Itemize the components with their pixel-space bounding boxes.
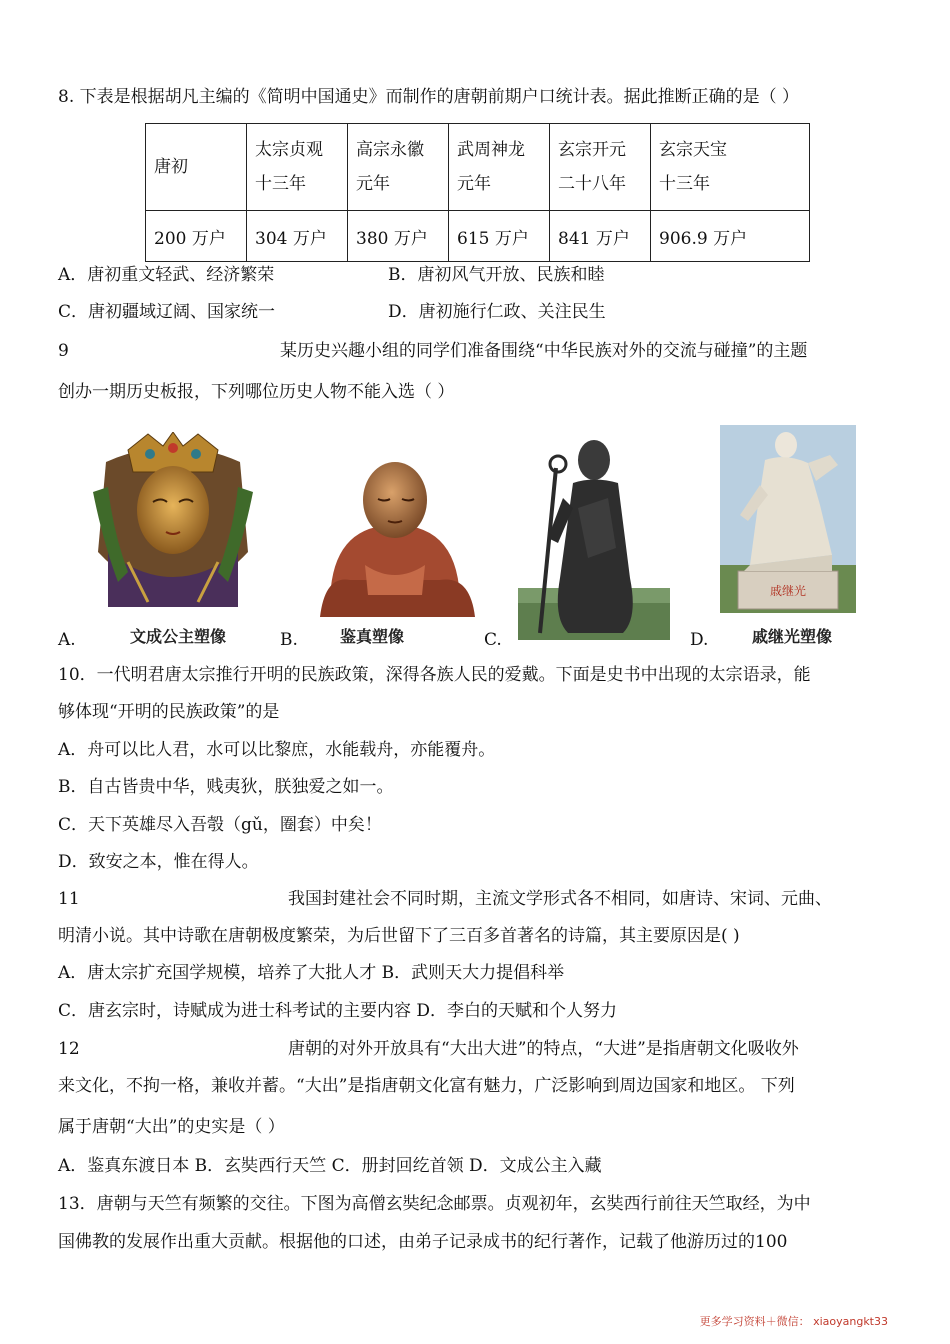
q12-stem-2: 来文化，不拘一格，兼收并蓄。“大出”是指唐朝文化富有魅力，广泛影响到周边国家和地区。 下列 bbox=[58, 1076, 795, 1096]
table-header-cell: 高宗永徽 元年 bbox=[348, 124, 449, 211]
table-cell: 380 万户 bbox=[348, 211, 449, 262]
q8-option-d: D．唐初施行仁政、关注民生 bbox=[388, 302, 606, 322]
q12-number: 12 bbox=[58, 1039, 80, 1059]
q9-option-c-letter: C. bbox=[484, 630, 502, 650]
q8-option-a: A．唐初重文轻武、经济繁荣 bbox=[58, 265, 275, 285]
q9-caption-d: 戚继光塑像 bbox=[752, 627, 833, 646]
q11-stem-2: 明清小说。其中诗歌在唐朝极度繁荣，为后世留下了三百多首著名的诗篇，其主要原因是( ) bbox=[58, 926, 740, 946]
table-cell: 906.9 万户 bbox=[651, 211, 810, 262]
q12-line bbox=[58, 1038, 892, 1060]
q10-option-a: A．舟可以比人君，水可以比黎庶，水能载舟，亦能覆舟。 bbox=[58, 740, 496, 760]
q9-option-b-letter: B. bbox=[280, 630, 298, 650]
q12-stem-3: 属于唐朝“大出”的史实是（ ） bbox=[58, 1117, 285, 1137]
q9-caption-a: 文成公主塑像 bbox=[130, 627, 227, 646]
q8-option-b: B．唐初风气开放、民族和睦 bbox=[388, 265, 605, 285]
q9-stem-2: 创办一期历史板报，下列哪位历史人物不能入选（ ） bbox=[58, 382, 455, 402]
q9-caption-b: 鉴真塑像 bbox=[340, 627, 405, 646]
table-header-row bbox=[146, 124, 810, 211]
q11-options-2: C．唐玄宗时，诗赋成为进士科考试的主要内容 D．李白的天赋和个人努力 bbox=[58, 1001, 618, 1021]
q9-stem-1: 某历史兴趣小组的同学们准备围绕“中华民族对外的交流与碰撞”的主题 bbox=[280, 341, 808, 361]
q9-option-d-letter: D. bbox=[690, 630, 709, 650]
table-header-cell: 太宗贞观 十三年 bbox=[247, 124, 348, 211]
statue-plaque: 戚继光 bbox=[769, 584, 807, 598]
q12-options: A．鉴真东渡日本 B．玄奘西行天竺 C．册封回纥首领 D．文成公主入藏 bbox=[58, 1156, 602, 1176]
q8-stem: 8. 下表是根据胡凡主编的《简明中国通史》而制作的唐朝前期户口统计表。据此推断正确的是（ ） bbox=[58, 87, 800, 107]
q8-option-c: C．唐初疆域辽阔、国家统一 bbox=[58, 302, 276, 322]
q13-stem-2: 国佛教的发展作出重大贡献。根据他的口述，由弟子记录成书的纪行著作，记载了他游历过的100 bbox=[58, 1232, 788, 1252]
q10-stem-2: 够体现“开明的民族政策”的是 bbox=[58, 702, 280, 722]
population-table bbox=[145, 123, 810, 262]
q11-options-1: A．唐太宗扩充国学规模，培养了大批人才 B．武则天大力提倡科举 bbox=[58, 963, 565, 983]
table-header-cell: 玄宗开元 二十八年 bbox=[550, 124, 651, 211]
table-cell: 841 万户 bbox=[550, 211, 651, 262]
q11-number: 11 bbox=[58, 889, 80, 909]
q12-stem-1: 唐朝的对外开放具有“大出大进”的特点，“大进”是指唐朝文化吸收外 bbox=[288, 1039, 799, 1059]
table-row bbox=[146, 211, 810, 262]
q13-stem-1: 13．唐朝与天竺有频繁的交往。下图为高僧玄奘纪念邮票。贞观初年，玄奘西行前往天竺取经，为中 bbox=[58, 1194, 811, 1214]
table-cell: 200 万户 bbox=[146, 211, 247, 262]
xuanzang-statue-image bbox=[518, 428, 670, 640]
table-cell: 304 万户 bbox=[247, 211, 348, 262]
q11-line bbox=[58, 888, 892, 910]
table-header-cell: 武周神龙 元年 bbox=[449, 124, 550, 211]
qijiguang-statue-image bbox=[720, 425, 856, 613]
jianzhen-statue-image bbox=[310, 455, 480, 617]
q9-line bbox=[58, 340, 892, 362]
q10-option-b: B．自古皆贵中华，贱夷狄，朕独爱之如一。 bbox=[58, 777, 394, 797]
footer-watermark: 更多学习资料＋微信： xiaoyangkt33 bbox=[699, 1315, 888, 1328]
q9-option-a-letter: A. bbox=[58, 630, 76, 650]
q10-option-c: C．天下英雄尽入吾彀（gǔ，圈套）中矣！ bbox=[58, 815, 382, 835]
wencheng-statue-image bbox=[88, 432, 258, 617]
table-header-cell: 玄宗天宝 十三年 bbox=[651, 124, 810, 211]
q11-stem-1: 我国封建社会不同时期，主流文学形式各不相同，如唐诗、宋词、元曲、 bbox=[288, 889, 832, 909]
table-cell: 615 万户 bbox=[449, 211, 550, 262]
q10-stem-1: 10．一代明君唐太宗推行开明的民族政策，深得各族人民的爱戴。下面是史书中出现的太宗语录，能 bbox=[58, 665, 811, 685]
table-header-cell: 唐初 bbox=[146, 124, 247, 211]
q9-number: 9 bbox=[58, 341, 69, 361]
q10-option-d: D．致安之本，惟在得人。 bbox=[58, 852, 259, 872]
